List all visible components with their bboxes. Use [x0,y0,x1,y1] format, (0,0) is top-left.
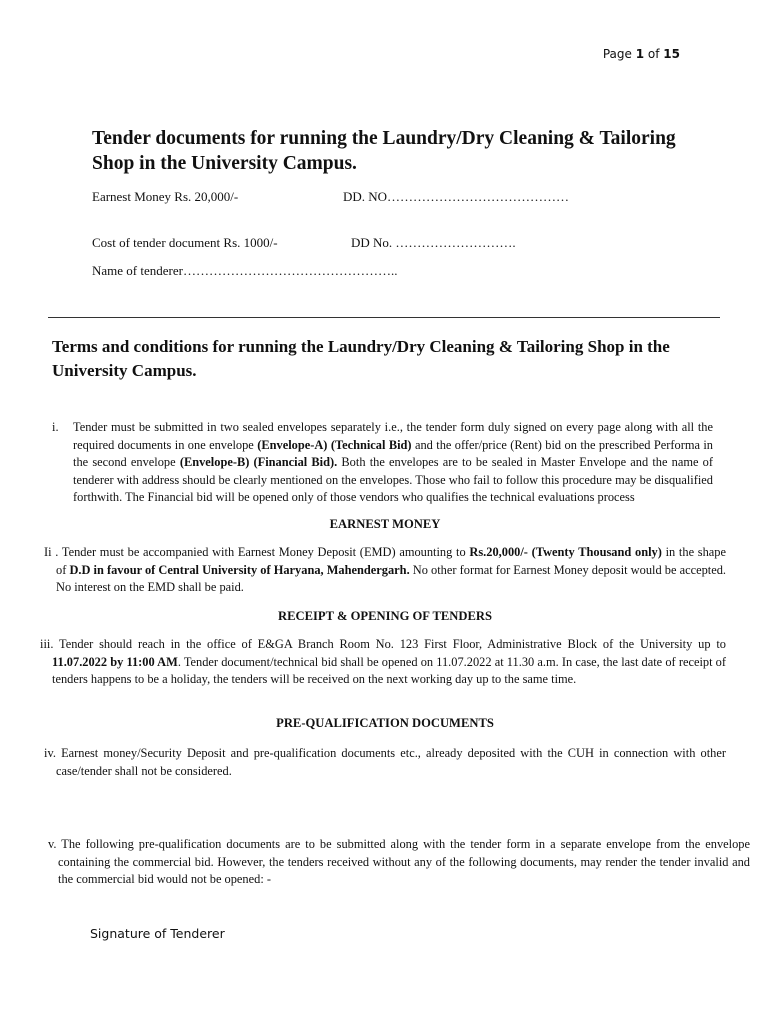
item-iii-text [40,636,726,689]
item-ii-part-3: No other format for Earnest Money deposit would be accepted. No interest on the EMD shall be paid. [56,562,727,595]
item-i-bold-2: (Envelope-B) (Financial Bid). [179,455,338,470]
item-i-marker: i. [52,420,59,434]
item-iii-part-1: iii. Tender should reach in the office of E&GA Branch Room No. 123 First Floor, Administrative Block of the University up to [40,637,726,651]
document-title: Tender documents for running the Laundry/Dry Cleaning & Tailoring Shop in the University Campus. [92,128,676,174]
divider [48,317,720,318]
page-current: 1 [635,47,645,61]
cost-of-tender-field: Cost of tender document Rs. 1000/- [92,235,278,250]
item-ii-part-1: Ii . Tender must be accompanied with Earnest Money Deposit (EMD) amounting to [44,545,470,559]
item-iii-part-2: . Tender document/technical bid shall be opened on 11.07.2022 at 11.30 a.m. In case, the last date of receipt of tenders happens to be a holiday, the tenders will be received on the next working day up to the same time. [52,654,726,687]
heading-earnest-money: EARNEST MONEY [329,517,441,531]
item-iii-bold-1: 11.07.2022 by 11:00 AM [52,654,178,669]
dd-number-field-2: DD No. ………………………. [351,235,516,250]
earnest-money-field: Earnest Money Rs. 20,000/- [92,189,239,204]
item-ii-bold-2: D.D in favour of Central University of Haryana, Mahendergarh. [69,562,410,577]
heading-receipt-opening: RECEIPT & OPENING OF TENDERS [278,609,492,623]
item-i-part-3: Both the envelopes are to be sealed in Master Envelope and the name of tenderer with address should be clearly mentioned on the envelopes. Those who fail to follow this procedure may be disqualified forthwith. The Financial bid will be opened only of those vendors who qualifies the technical evaluations process [73,455,714,505]
name-of-tenderer-field: Name of tenderer………………………………………….. [92,263,398,278]
page-of: of [644,47,664,61]
item-i-part-2: and the offer/price (Rent) bid on the prescribed Performa in the second envelope [73,437,713,470]
item-ii-bold-1: Rs.20,000/- (Twenty Thousand only) [469,545,662,559]
item-i-bold-1: (Envelope-A) (Technical Bid) [257,437,412,452]
terms-title: Terms and conditions for running the Laundry/Dry Cleaning & Tailoring Shop in the University Campus. [52,337,670,380]
page-number [603,47,680,61]
heading-pre-qualification: PRE-QUALIFICATION DOCUMENTS [276,716,494,730]
item-i-text [73,419,713,507]
page-label: Page [602,47,636,61]
item-ii-text [44,544,726,597]
item-i-part-1: Tender must be submitted in two sealed envelopes separately i.e., the tender form duly signed on every page along with all the required documents in one envelope [73,420,713,452]
dd-number-field-1: DD. NO…………………………………… [343,189,570,204]
signature-of-tenderer: Signature of Tenderer [90,926,225,941]
item-v-text: v. The following pre-qualification documents are to be submitted along with the tender form in a separate envelope from the envelope containing the commercial bid. However, the tenders received without any of the following documents, may render the tender invalid and the commercial bid would not be opened: - [48,837,750,887]
page-total: 15 [663,47,680,61]
item-ii-part-2: in the shape of [56,545,726,577]
item-iv-text: iv. Earnest money/Security Deposit and pre-qualification documents etc., already deposited with the CUH in connection with other case/tender shall not be considered. [44,746,726,778]
